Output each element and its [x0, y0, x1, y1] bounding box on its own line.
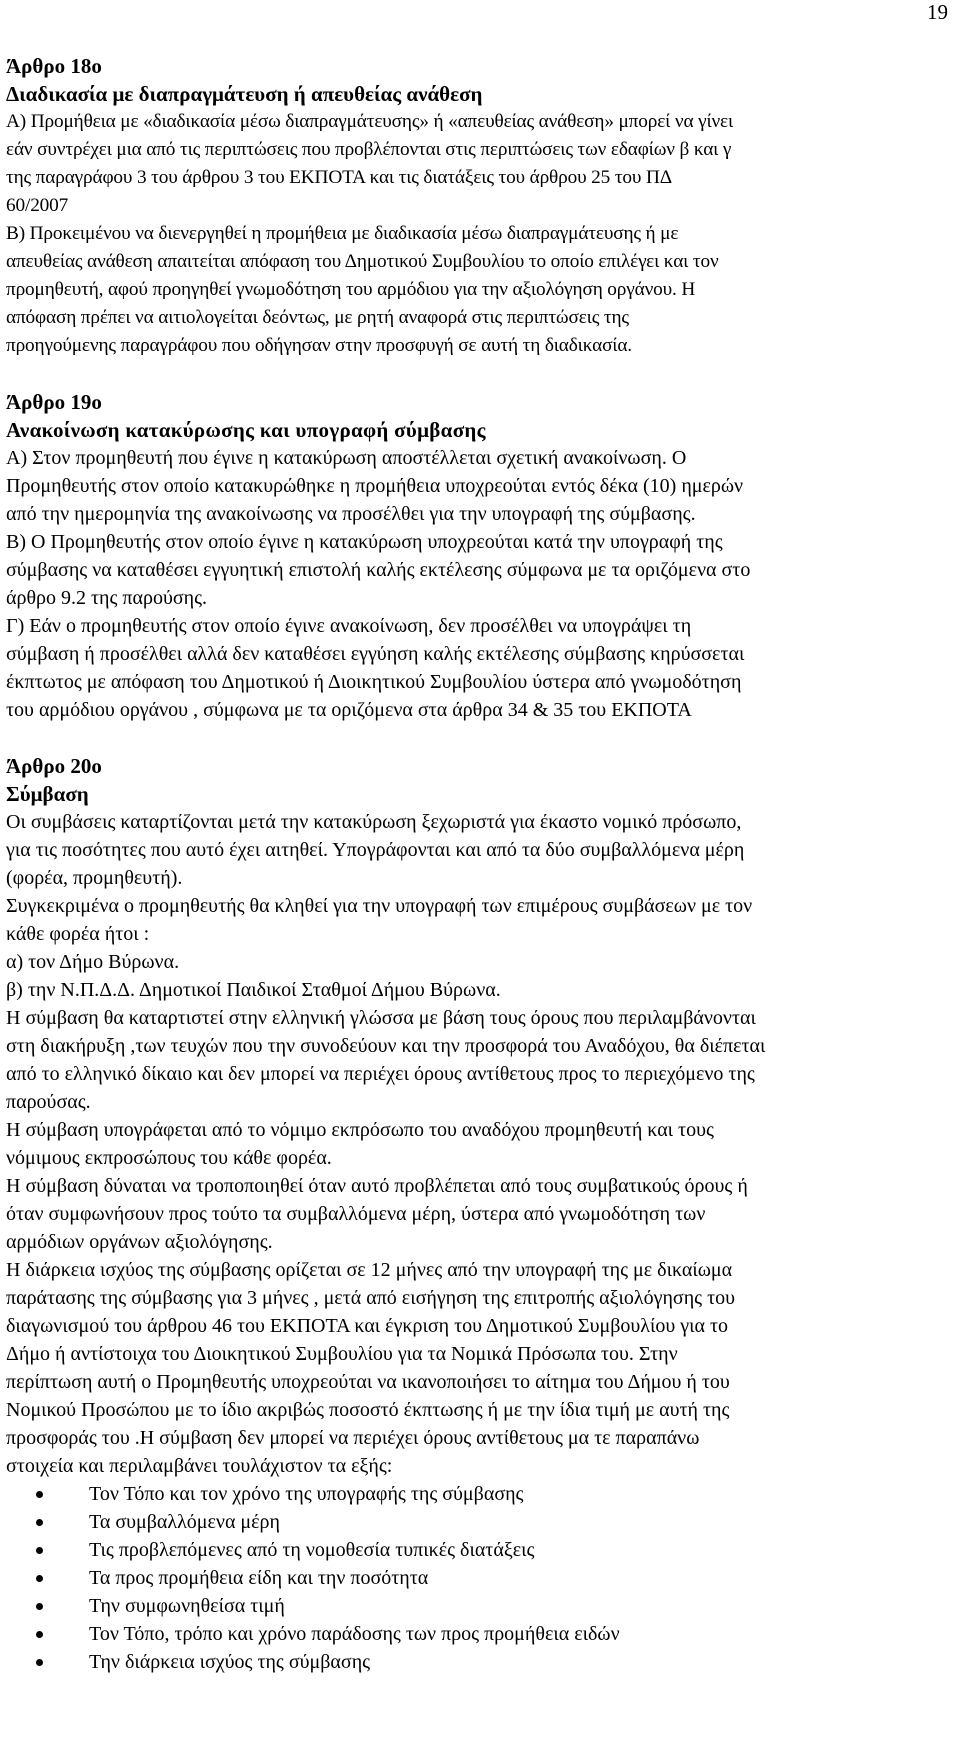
- paragraph-line: απευθείας ανάθεση απαιτείται απόφαση του Δημοτικού Συμβουλίου το οποίο επιλέγει και τον: [6, 251, 719, 272]
- paragraph-line: παράτασης της σύμβασης για 3 μήνες , μετά από εισήγηση της επιτροπής αξιολόγησης του: [6, 1287, 736, 1309]
- article-18-subtitle: Διαδικασία με διαπραγμάτευση ή απευθείας ανάθεση: [6, 82, 483, 106]
- paragraph-line: Α) Στον προμηθευτή που έγινε η κατακύρωση αποστέλλεται σχετική ανακοίνωση. Ο: [6, 447, 687, 469]
- paragraph-line: από το ελληνικό δίκαιο και δεν μπορεί να περιέχει όρους αντίθετους προς το περιεχόμενο της: [6, 1063, 755, 1085]
- paragraph-line: προηγούμενης παραγράφου που οδήγησαν στην προσφυγή σε αυτή τη διαδικασία.: [6, 335, 632, 356]
- paragraph-line: Γ) Εάν ο προμηθευτής στον οποίο έγινε ανακοίνωση, δεν προσέλθει να υπογράψει τη: [6, 615, 692, 637]
- paragraph-line: κάθε φορέα ήτοι :: [6, 923, 150, 945]
- bullet-icon: [36, 1659, 43, 1666]
- list-item: [6, 1648, 954, 1676]
- list-item: [6, 1536, 954, 1564]
- paragraph-line: παρούσας.: [6, 1091, 91, 1113]
- bullet-icon: [36, 1631, 43, 1638]
- contract-contents-list: [6, 1480, 954, 1676]
- paragraph-line: Η διάρκεια ισχύος της σύμβασης ορίζεται σε 12 μήνες από την υπογραφή της με δικαίωμα: [6, 1259, 733, 1281]
- paragraph-line: έκπτωτος με απόφαση του Δημοτικού ή Διοικητικού Συμβουλίου ύστερα από γνωμοδότηση: [6, 671, 742, 693]
- article-19-title: Άρθρο 19ο: [6, 390, 102, 414]
- paragraph-line: περίπτωση αυτή ο Προμηθευτής υποχρεούται να ικανοποιήσει το αίτημα του Δήμου ή του: [6, 1371, 730, 1393]
- list-item: [6, 1592, 954, 1620]
- list-item: [6, 1564, 954, 1592]
- page-number: 19: [927, 0, 948, 24]
- paragraph-line: στη διακήρυξη ,των τευχών που την συνοδεύουν και την προσφορά του Αναδόχου, θα διέπεται: [6, 1035, 766, 1057]
- paragraph-line: Β) Ο Προμηθευτής στον οποίο έγινε η κατακύρωση υποχρεούται κατά την υπογραφή της: [6, 531, 723, 553]
- document-body: [6, 52, 954, 1676]
- article-19: [6, 388, 954, 724]
- list-item-text: Τα προς προμήθεια είδη και την ποσότητα: [89, 1567, 429, 1589]
- paragraph-line: Α) Προμήθεια με «διαδικασία μέσω διαπραγμάτευσης» ή «απευθείας ανάθεση» μπορεί να γίνει: [6, 111, 734, 132]
- paragraph-line: Νομικού Προσώπου με το ίδιο ακριβώς ποσοστό έκπτωσης ή με την ίδια τιμή με αυτή της: [6, 1399, 730, 1421]
- paragraph-line: της παραγράφου 3 του άρθρου 3 του ΕΚΠΟΤΑ και τις διατάξεις του άρθρου 25 του ΠΔ: [6, 167, 672, 188]
- list-item: [6, 1480, 954, 1508]
- section-gap: [6, 724, 954, 752]
- paragraph-line: Δήμο ή αντίστοιχα του Διοικητικού Συμβουλίου για τα Νομικά Πρόσωπα του. Στην: [6, 1343, 678, 1365]
- article-20: [6, 752, 954, 1676]
- paragraph-line: από την ημερομηνία της ανακοίνωσης να προσέλθει για την υπογραφή της σύμβασης.: [6, 503, 696, 525]
- paragraph-line: Η σύμβαση θα καταρτιστεί στην ελληνική γλώσσα με βάση τους όρους που περιλαμβάνονται: [6, 1007, 756, 1029]
- list-item: [6, 1620, 954, 1648]
- paragraph-line: Η σύμβαση δύναται να τροποποιηθεί όταν αυτό προβλέπεται από τους συμβατικούς όρους ή: [6, 1175, 748, 1197]
- bullet-icon: [36, 1547, 43, 1554]
- bullet-icon: [36, 1603, 43, 1610]
- paragraph-line: προσφοράς του .Η σύμβαση δεν μπορεί να περιέχει όρους αντίθετους μα τε παραπάνω: [6, 1427, 700, 1449]
- paragraph-line: νόμιμους εκπροσώπους του κάθε φορέα.: [6, 1147, 332, 1169]
- paragraph-line: άρθρο 9.2 της παρούσης.: [6, 587, 208, 609]
- paragraph-line: Β) Προκειμένου να διενεργηθεί η προμήθεια με διαδικασία μέσω διαπραγμάτευσης ή με: [6, 223, 679, 244]
- paragraph-line: Προμηθευτής στον οποίο κατακυρώθηκε η προμήθεια υποχρεούται εντός δέκα (10) ημερών: [6, 475, 744, 497]
- paragraph-line: του αρμόδιου οργάνου , σύμφωνα με τα οριζόμενα στα άρθρα 34 & 35 του ΕΚΠΟΤΑ: [6, 699, 692, 721]
- list-item-text: Τον Τόπο και τον χρόνο της υπογραφής της σύμβασης: [89, 1483, 524, 1505]
- article-19-subtitle: Ανακοίνωση κατακύρωσης και υπογραφή σύμβασης: [6, 418, 486, 442]
- paragraph-line: για τις ποσότητες που αυτό έχει αιτηθεί. Υπογράφονται και από τα δύο συμβαλλόμενα μέρη: [6, 839, 745, 861]
- bullet-icon: [36, 1519, 43, 1526]
- list-item-text: Τις προβλεπόμενες από τη νομοθεσία τυπικές διατάξεις: [89, 1539, 535, 1561]
- paragraph-line: 60/2007: [6, 195, 69, 216]
- paragraph-line: προμηθευτή, αφού προηγηθεί γνωμοδότηση του αρμόδιου για την αξιολόγηση οργάνου. Η: [6, 279, 696, 300]
- article-18-title: Άρθρο 18ο: [6, 54, 102, 78]
- list-item-text: Την διάρκεια ισχύος της σύμβασης: [89, 1651, 371, 1673]
- paragraph-line: (φορέα, προμηθευτή).: [6, 867, 183, 889]
- list-item: [6, 1508, 954, 1536]
- list-item-text: Τον Τόπο, τρόπο και χρόνο παράδοσης των προς προμήθεια ειδών: [89, 1623, 620, 1645]
- section-gap: [6, 360, 954, 388]
- paragraph-line: απόφαση πρέπει να αιτιολογείται δεόντως, με ρητή αναφορά στις περιπτώσεις της: [6, 307, 629, 328]
- paragraph-line: α) τον Δήμο Βύρωνα.: [6, 951, 180, 973]
- article-20-title: Άρθρο 20ο: [6, 754, 102, 778]
- paragraph-line: στοιχεία και περιλαμβάνει τουλάχιστον τα εξής:: [6, 1455, 393, 1477]
- bullet-icon: [36, 1575, 43, 1582]
- paragraph-line: β) την Ν.Π.Δ.Δ. Δημοτικοί Παιδικοί Σταθμοί Δήμου Βύρωνα.: [6, 979, 501, 1001]
- bullet-icon: [36, 1491, 43, 1498]
- paragraph-line: εάν συντρέχει μια από τις περιπτώσεις που προβλέπονται στις περιπτώσεις των εδαφίων β και γ: [6, 139, 732, 160]
- article-20-subtitle: Σύμβαση: [6, 782, 89, 806]
- list-item-text: Τα συμβαλλόμενα μέρη: [89, 1511, 280, 1533]
- article-18: [6, 52, 954, 360]
- paragraph-line: Οι συμβάσεις καταρτίζονται μετά την κατακύρωση ξεχωριστά για έκαστο νομικό πρόσωπο,: [6, 811, 742, 833]
- paragraph-line: Συγκεκριμένα ο προμηθευτής θα κληθεί για την υπογραφή των επιμέρους συμβάσεων με τον: [6, 895, 753, 917]
- paragraph-line: όταν συμφωνήσουν προς τούτο τα συμβαλλόμενα μέρη, ύστερα από γνωμοδότηση των: [6, 1203, 706, 1225]
- paragraph-line: αρμόδιων οργάνων αξιολόγησης.: [6, 1231, 273, 1253]
- paragraph-line: σύμβαση ή προσέλθει αλλά δεν καταθέσει εγγύηση καλής εκτέλεσης σύμβασης κηρύσσεται: [6, 643, 745, 665]
- paragraph-line: σύμβασης να καταθέσει εγγυητική επιστολή καλής εκτέλεσης σύμφωνα με τα οριζόμενα στο: [6, 559, 751, 581]
- paragraph-line: Η σύμβαση υπογράφεται από το νόμιμο εκπρόσωπο του αναδόχου προμηθευτή και τους: [6, 1119, 714, 1141]
- paragraph-line: διαγωνισμού του άρθρου 46 του ΕΚΠΟΤΑ και έγκριση του Δημοτικού Συμβουλίου για το: [6, 1315, 728, 1337]
- list-item-text: Την συμφωνηθείσα τιμή: [89, 1595, 285, 1617]
